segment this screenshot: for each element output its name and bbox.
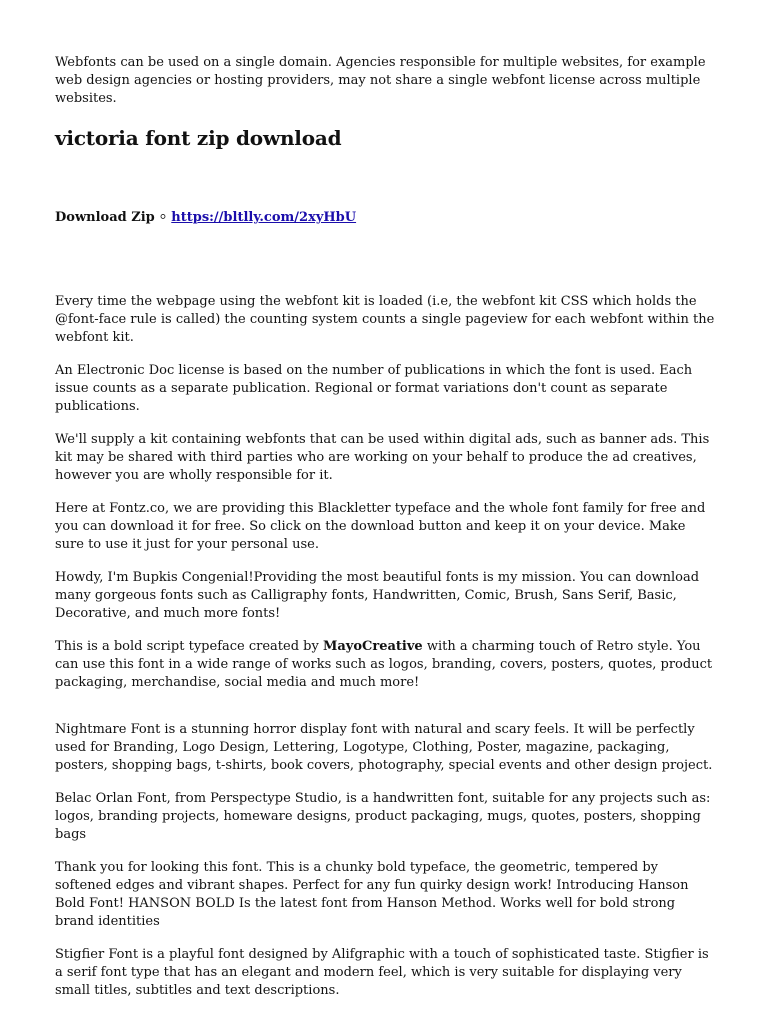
page-title: victoria font zip download — [55, 126, 342, 150]
arrow-icon: ⸰ — [159, 210, 167, 225]
paragraph-fontz: Here at Fontz.co, we are providing this Blackletter typeface and the whole font family for free and you can download it for free. So click on the download button and keep it on your device. Make sure to use it just for your personal use. — [55, 501, 706, 552]
paragraph-electronic-doc: An Electronic Doc license is based on the number of publications in which the font is used. Each issue counts as a separate publication. Regional or format variations don't count as separate publications. — [55, 363, 693, 414]
paragraph-belac-orlan: Belac Orlan Font, from Perspectype Studio, is a handwritten font, suitable for any projects such as: logos, branding projects, homeware designs, product packaging, mugs, quotes, posters, shopping bags — [55, 791, 711, 842]
paragraph-ad-kit: We'll supply a kit containing webfonts that can be used within digital ads, such as banner ads. This kit may be shared with third parties who are working on your behalf to produce the ad creatives, however you are wholly responsible for it. — [55, 432, 710, 483]
mayo-brand-name: MayoCreative — [322, 639, 423, 654]
download-label: Download Zip — [55, 210, 155, 225]
paragraph-hanson: Thank you for looking this font. This is a chunky bold typeface, the geometric, tempered by softened edges and vibrant shapes. Perfect for any fun quirky design work! Introducing Hanson Bold Font! HANSON BOLD Is the latest font from Hanson Method. Works well for bold strong brand identities — [55, 860, 689, 929]
mayo-text-before: This is a bold script typeface created by — [55, 639, 323, 654]
body-text — [55, 293, 715, 1000]
paragraph-mayocreative — [55, 638, 715, 692]
document-page — [55, 54, 715, 1000]
paragraph-stigfier: Stigfier Font is a playful font designed by Alifgraphic with a touch of sophisticated taste. Stigfier is a serif font type that has an elegant and modern feel, which is very suitable for displaying very small titles, subtitles and text descriptions. — [55, 947, 709, 998]
download-line — [55, 208, 715, 228]
download-link[interactable]: https://bltlly.com/2xyHbU — [171, 210, 357, 225]
intro-paragraph: Webfonts can be used on a single domain. Agencies responsible for multiple websites, for example web design agencies or hosting providers, may not share a single webfont license across multiple websites. — [55, 55, 706, 106]
paragraph-nightmare: Nightmare Font is a stunning horror display font with natural and scary feels. It will be perfectly used for Branding, Logo Design, Lettering, Logotype, Clothing, Poster, magazine, packaging, posters, shopping bags, t-shirts, book covers, photography, special events and other design project. — [55, 722, 713, 773]
paragraph-bupkis: Howdy, I'm Bupkis Congenial!Providing the most beautiful fonts is my mission. You can download many gorgeous fonts such as Calligraphy fonts, Handwritten, Comic, Brush, Sans Serif, Basic, Decorative, and much more fonts! — [55, 570, 700, 621]
mayo-text-after: with a charming touch of Retro style. You can use this font in a wide range of works such as logos, branding, covers, posters, quotes, product packaging, merchandise, social media and much more! — [55, 639, 713, 690]
paragraph-webfont-kit: Every time the webpage using the webfont kit is loaded (i.e, the webfont kit CSS which holds the @font-face rule is called) the counting system counts a single pageview for each webfont within the webfont kit. — [55, 294, 715, 345]
